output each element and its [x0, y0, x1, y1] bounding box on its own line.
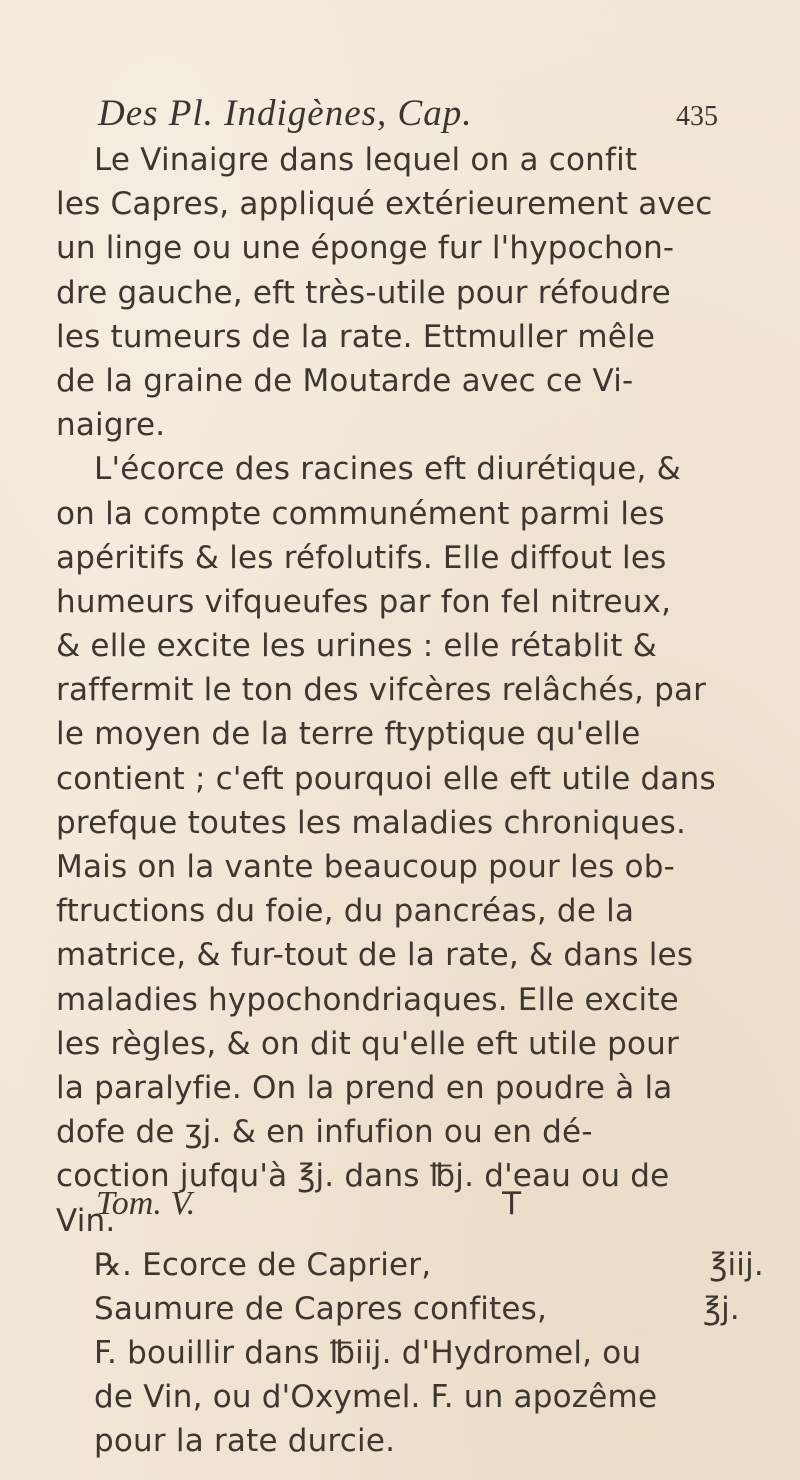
text-line: on la compte communément parmi les	[56, 495, 665, 532]
text-line: maladies hypochondriaques. Elle excite	[56, 981, 679, 1018]
page-number: 435	[676, 101, 718, 132]
text-line: coction jufqu'à ℥j. dans ℔j. d'eau ou de	[56, 1158, 670, 1195]
recipe-item	[56, 1243, 764, 1287]
text-line: les Capres, appliqué extérieurement avec	[56, 186, 713, 223]
recipe-instruction: F. bouillir dans ℔iij. d'Hydromel, ou	[94, 1335, 642, 1372]
recipe-instruction: de Vin, ou d'Oxymel. F. un apozême	[94, 1379, 658, 1416]
text-line: de la graine de Moutarde avec ce Vi-	[56, 362, 634, 399]
text-line: dre gauche, eft très-utile pour réfoudre	[56, 274, 671, 311]
text-line: Le Vinaigre dans lequel on a confit	[94, 142, 638, 178]
recipe-instruction: pour la rate durcie.	[94, 1423, 396, 1460]
signature-mark: Tom. V.	[96, 1185, 196, 1222]
text-line: Mais on la vante beaucoup pour les ob-	[56, 849, 675, 885]
text-line: L'écorce des racines eft diurétique, &	[94, 451, 681, 488]
text-line: les règles, & on dit qu'elle eft utile pour	[56, 1025, 679, 1062]
text-line: prefque toutes les maladies chroniques.	[56, 804, 687, 841]
text-line: naigre.	[56, 407, 166, 444]
text-line: Vin.	[56, 1202, 116, 1239]
recipe-dose: ℥iij.	[709, 1246, 764, 1283]
text-line: un linge ou une éponge fur l'hypochon-	[56, 230, 675, 267]
text-line: les tumeurs de la rate. Ettmuller mêle	[56, 318, 656, 355]
recipe-ingredient: Saumure de Capres confites,	[94, 1290, 548, 1327]
text-line: le moyen de la terre ftyptique qu'elle	[56, 716, 641, 753]
running-title: Des Pl. Indigènes, Cap.	[98, 93, 473, 134]
recipe-ingredient: ℞. Ecorce de Caprier,	[94, 1246, 432, 1283]
text-line: matrice, & fur-tout de la rate, & dans les	[56, 937, 694, 974]
text-line: ftructions du foie, du pancréas, de la	[56, 893, 635, 930]
text-line: humeurs vifqueufes par fon fel nitreux,	[56, 583, 672, 620]
recipe-dose: ℥j.	[703, 1290, 740, 1327]
text-line: & elle excite les urines : elle rétablit &	[56, 628, 658, 665]
recipe-item	[94, 1287, 740, 1331]
text-line: apéritifs & les réfolutifs. Elle diffout les	[56, 539, 667, 576]
text-line: la paralyfie. On la prend en poudre à la	[56, 1069, 673, 1106]
text-line: dofe de ʒj. & en infufion ou en dé-	[56, 1114, 593, 1151]
page-header	[98, 92, 718, 135]
text-line: contient ; c'eft pourquoi elle eft utile dans	[56, 760, 716, 797]
text-line: raffermit le ton des vifcères relâchés, par	[56, 672, 707, 709]
page-footer	[96, 1185, 521, 1223]
page-body	[56, 138, 764, 1464]
catchword: T	[502, 1186, 521, 1222]
